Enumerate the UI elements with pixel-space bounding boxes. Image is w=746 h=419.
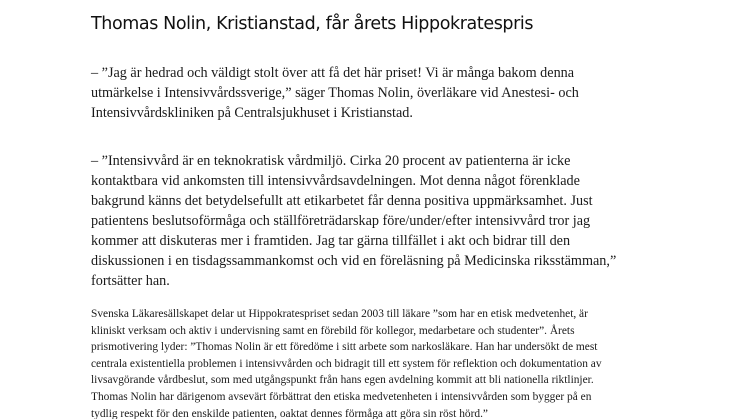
text-line: tydlig respekt för den enskilde patienten, oaktat dennes förmåga att göra sin röst hörd.” bbox=[91, 407, 488, 419]
text-line: kontaktbara vid ankomsten till intensivvårdsavdelningen. Mot denna något förenklade bbox=[91, 173, 580, 189]
text-line: utmärkelse i Intensivvårdssverige,” säger Thomas Nolin, överläkare vid Anestesi- och bbox=[91, 85, 579, 101]
prize-description-paragraph bbox=[91, 306, 602, 419]
text-line: Thomas Nolin har därigenom avsevärt förbättrat den etiska medvetenheten i intensivvården som bygger på en bbox=[91, 390, 592, 403]
text-line: fortsätter han. bbox=[91, 273, 170, 289]
text-line: livsavgörande vårdbeslut, som med utgångspunkt från hans egen avdelning kommit att bli nationella riktlinjer. bbox=[91, 374, 594, 387]
text-line: centrala existentiella problemen i intensivvården och bidragit till ett system för reflektion och dokumentation av bbox=[91, 357, 602, 370]
article-title: Thomas Nolin, Kristianstad, får årets Hippokratespris bbox=[91, 14, 534, 34]
text-line: kommer att diskuteras mer i framtiden. Jag tar gärna tillfället i akt och bidrar till den bbox=[91, 233, 571, 249]
text-line: – ”Jag är hedrad och väldigt stolt över att få det här priset! Vi är många bakom denna bbox=[91, 65, 575, 81]
text-line: – ”Intensivvård är en teknokratisk vårdmiljö. Cirka 20 procent av patienterna är icke bbox=[91, 153, 571, 169]
quote-paragraph-2 bbox=[91, 151, 616, 291]
text-line: bakgrund känns det betydelsefullt att etikarbetet får denna positiva uppmärksamhet. Just bbox=[91, 193, 593, 209]
text-line: prismotivering lyder: ”Thomas Nolin är ett föredöme i sitt arbete som narkosläkare. Han har undersökt de mest bbox=[91, 341, 598, 354]
quote-paragraph-1 bbox=[91, 63, 579, 123]
text-line: diskussionen i en tisdagssammankomst och vid en föreläsning på Medicinska riksstämman,” bbox=[91, 253, 617, 269]
text-line: kliniskt verksam och aktiv i undervisning samt en förebild för kollegor, medarbetare och studenter”. Årets bbox=[91, 324, 575, 337]
text-line: Intensivvårdskliniken på Centralsjukhuset i Kristianstad. bbox=[91, 105, 413, 121]
text-line: patientens beslutsoförmåga och ställföreträdarskap före/under/efter intensivvård tror jag bbox=[91, 213, 591, 229]
text-line: Svenska Läkaresällskapet delar ut Hippokratespriset sedan 2003 till läkare ”som har en etisk medvetenhet, är bbox=[91, 308, 588, 320]
